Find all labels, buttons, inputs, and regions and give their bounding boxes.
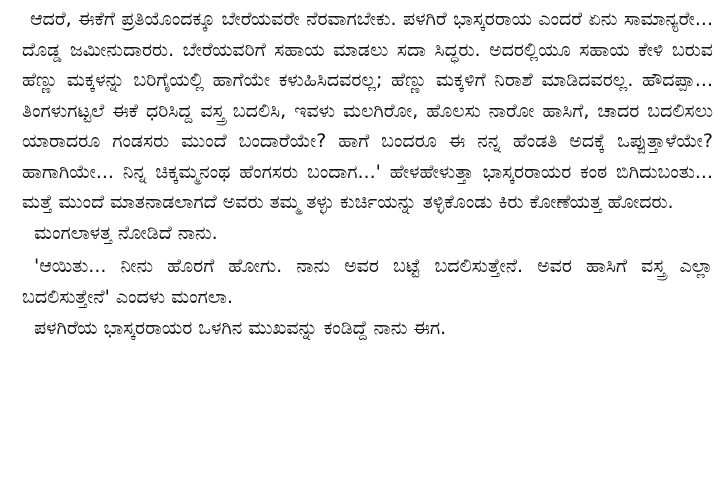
paragraph: ಪಳಗಿರೆಯ ಭಾಸ್ಕರರಾಯರ ಒಳಗಿನ ಮುಖವನ್ನು ಕಂಡಿದ್ದೆ ನಾನು ಈಗ. (34, 316, 447, 339)
paragraph: ಮಂಗಲಾಳತ್ತ ನೋಡಿದೆ ನಾನು. (34, 221, 218, 244)
paragraph: 'ಆಯಿತು... ನೀನು ಹೊರಗೆ ಹೋಗು. ನಾನು ಅವರ ಬಟ್ಟೆ ಬದಲಿಸುತ್ತೇನೆ. ಅವರ ಹಾಸಿಗೆ ವಸ್ತ್ರ ಎಲ್ಲಾ ಬದಲಿಸುತ್ತೇನೆ' ಎಂದಳು ಮಂಗಲಾ. (22, 254, 713, 308)
paragraph: ಆದರೆ, ಈಕೆಗೆ ಪ್ರತಿಯೊಂದಕ್ಕೂ ಬೇರೆಯವರೇ ನೆರವಾಗಬೇಕು. ಪಳಗಿರೆ ಭಾಸ್ಕರರಾಯ ಎಂದರೆ ಏನು ಸಾಮಾನ್ಯರೇ... ದೊಡ್ಡ ಜಮೀನುದಾರರು. ಬೇರೆಯವರಿಗೆ ಸಹಾಯ ಮಾಡಲು ಸದಾ ಸಿದ್ಧರು. ಅದರಲ್ಲಿಯೂ ಸಹಾಯ ಕೇಳಿ ಬರುವ ಹೆಣ್ಣು ಮಕ್ಕಳನ್ನು ಬರಿಗೈಯಲ್ಲಿ ಹಾಗೆಯೇ ಕಳುಹಿಸಿದವರಲ್ಲ; ಹೆಣ್ಣು ಮಕ್ಕಳಿಗೆ ನಿರಾಶೆ ಮಾಡಿದವರಲ್ಲ. ಹೌದಪ್ಪಾ... ತಿಂಗಳುಗಟ್ಟಲೆ ಈಕೆ ಧರಿಸಿದ್ದ ವಸ್ತ್ರ ಬದಲಿಸಿ, ಇವಳು ಮಲಗಿರೋ, ಹೊಲಸು ನಾರೋ ಹಾಸಿಗೆ, ಚಾದರ ಬದಲಿಸಲು ಯಾರಾದರೂ ಗಂಡಸರು ಮುಂದೆ ಬಂದಾರೆಯೇ? ಹಾಗೆ ಬಂದರೂ ಈ ನನ್ನ ಹೆಂಡತಿ ಅದಕ್ಕೆ ಒಪ್ಪುತ್ತಾಳೆಯೇ? ಹಾಗಾಗಿಯೇ... ನಿನ್ನ ಚಿಕ್ಕಮ್ಮನಂಥ ಹೆಂಗಸರು ಬಂದಾಗ...' ಹೇಳಹೇಳುತ್ತಾ ಭಾಸ್ಕರರಾಯರ ಕಂಠ ಬಿಗಿದುಬಂತು... ಮತ್ತೆ ಮುಂದೆ ಮಾತನಾಡಲಾಗದೆ ಅವರು ತಮ್ಮ ತಳ್ಳು ಕುರ್ಚಿಯನ್ನು ತಳ್ಳಿಕೊಂಡು ಕಿರು ಕೋಣೆಯತ್ತ ಹೋದರು. (22, 8, 713, 213)
